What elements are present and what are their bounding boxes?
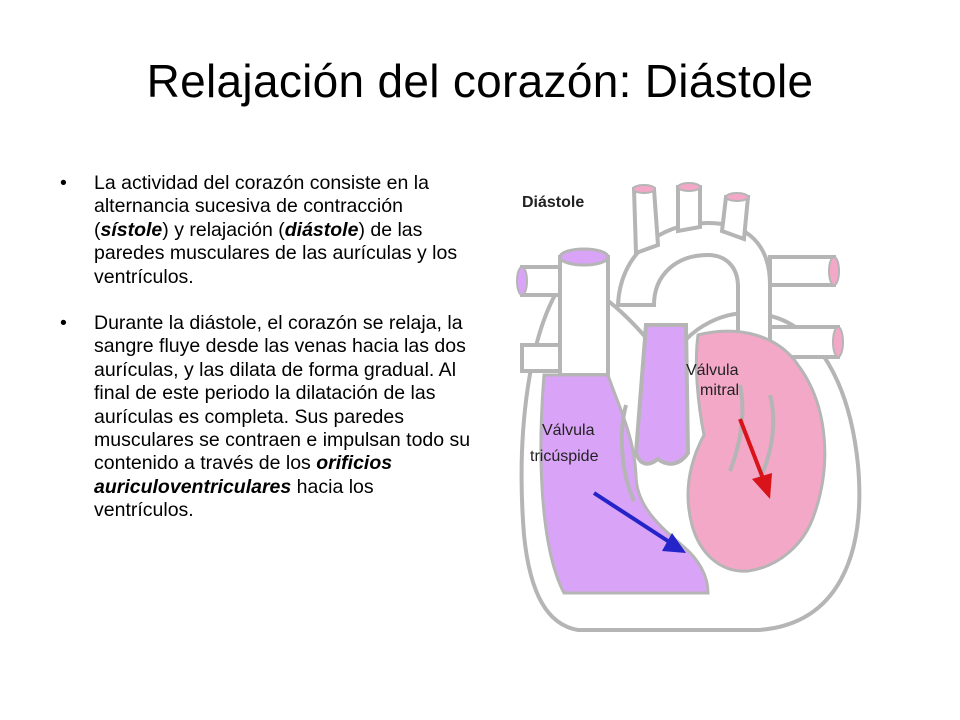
bullet-marker: •	[60, 312, 67, 335]
aortic-branch-3	[722, 197, 748, 239]
bullet-paragraph-2	[58, 312, 478, 523]
label-mitral-line1: Válvula	[686, 362, 739, 379]
label-tricuspid-line1: Válvula	[542, 422, 595, 439]
diagram-heading: Diástole	[522, 194, 585, 211]
emphasis-term: sístole	[100, 218, 163, 241]
vena-cava-opening	[560, 249, 608, 265]
label-tricuspid-line2: tricúspide	[530, 448, 599, 465]
text-run: Durante la diástole, el corazón se relaja, la sangre fluye desde las venas hacia las dos aurículas, y las dilata de forma gradual. Al final de este periodo la dilatación de las aurículas es completa. Sus paredes musculares se contraen e impulsan todo su contenido a través de los	[94, 312, 471, 475]
aortic-root	[636, 325, 688, 464]
text-run: ) de las paredes musculares de las aurículas y los ventrículos.	[94, 218, 458, 288]
pulmonary-vein-left-lower	[522, 345, 560, 371]
bullet-list	[58, 172, 478, 546]
slide-title: Relajación del corazón: Diástole	[146, 55, 814, 107]
text-run: ) y relajación (	[162, 218, 285, 241]
paragraph-text	[94, 312, 470, 521]
bullet-marker: •	[60, 172, 67, 194]
label-mitral-line2: mitral	[700, 382, 740, 399]
paragraph-text	[94, 172, 457, 288]
emphasis-term: diástole	[284, 218, 359, 241]
emphasis-term: orificios auriculoventriculares	[94, 452, 393, 498]
text-run: hacia los ventrículos.	[94, 475, 374, 522]
heart-diastole-diagram	[508, 175, 870, 635]
aortic-branch-2	[678, 187, 700, 231]
aortic-branch-1	[634, 189, 658, 253]
bullet-paragraph-1	[58, 172, 478, 289]
pulmonary-vein-right-upper	[770, 257, 834, 285]
text-run: La actividad del corazón consiste en la alternancia sucesiva de contracción (	[94, 172, 429, 241]
vena-cava-superior	[560, 257, 608, 375]
